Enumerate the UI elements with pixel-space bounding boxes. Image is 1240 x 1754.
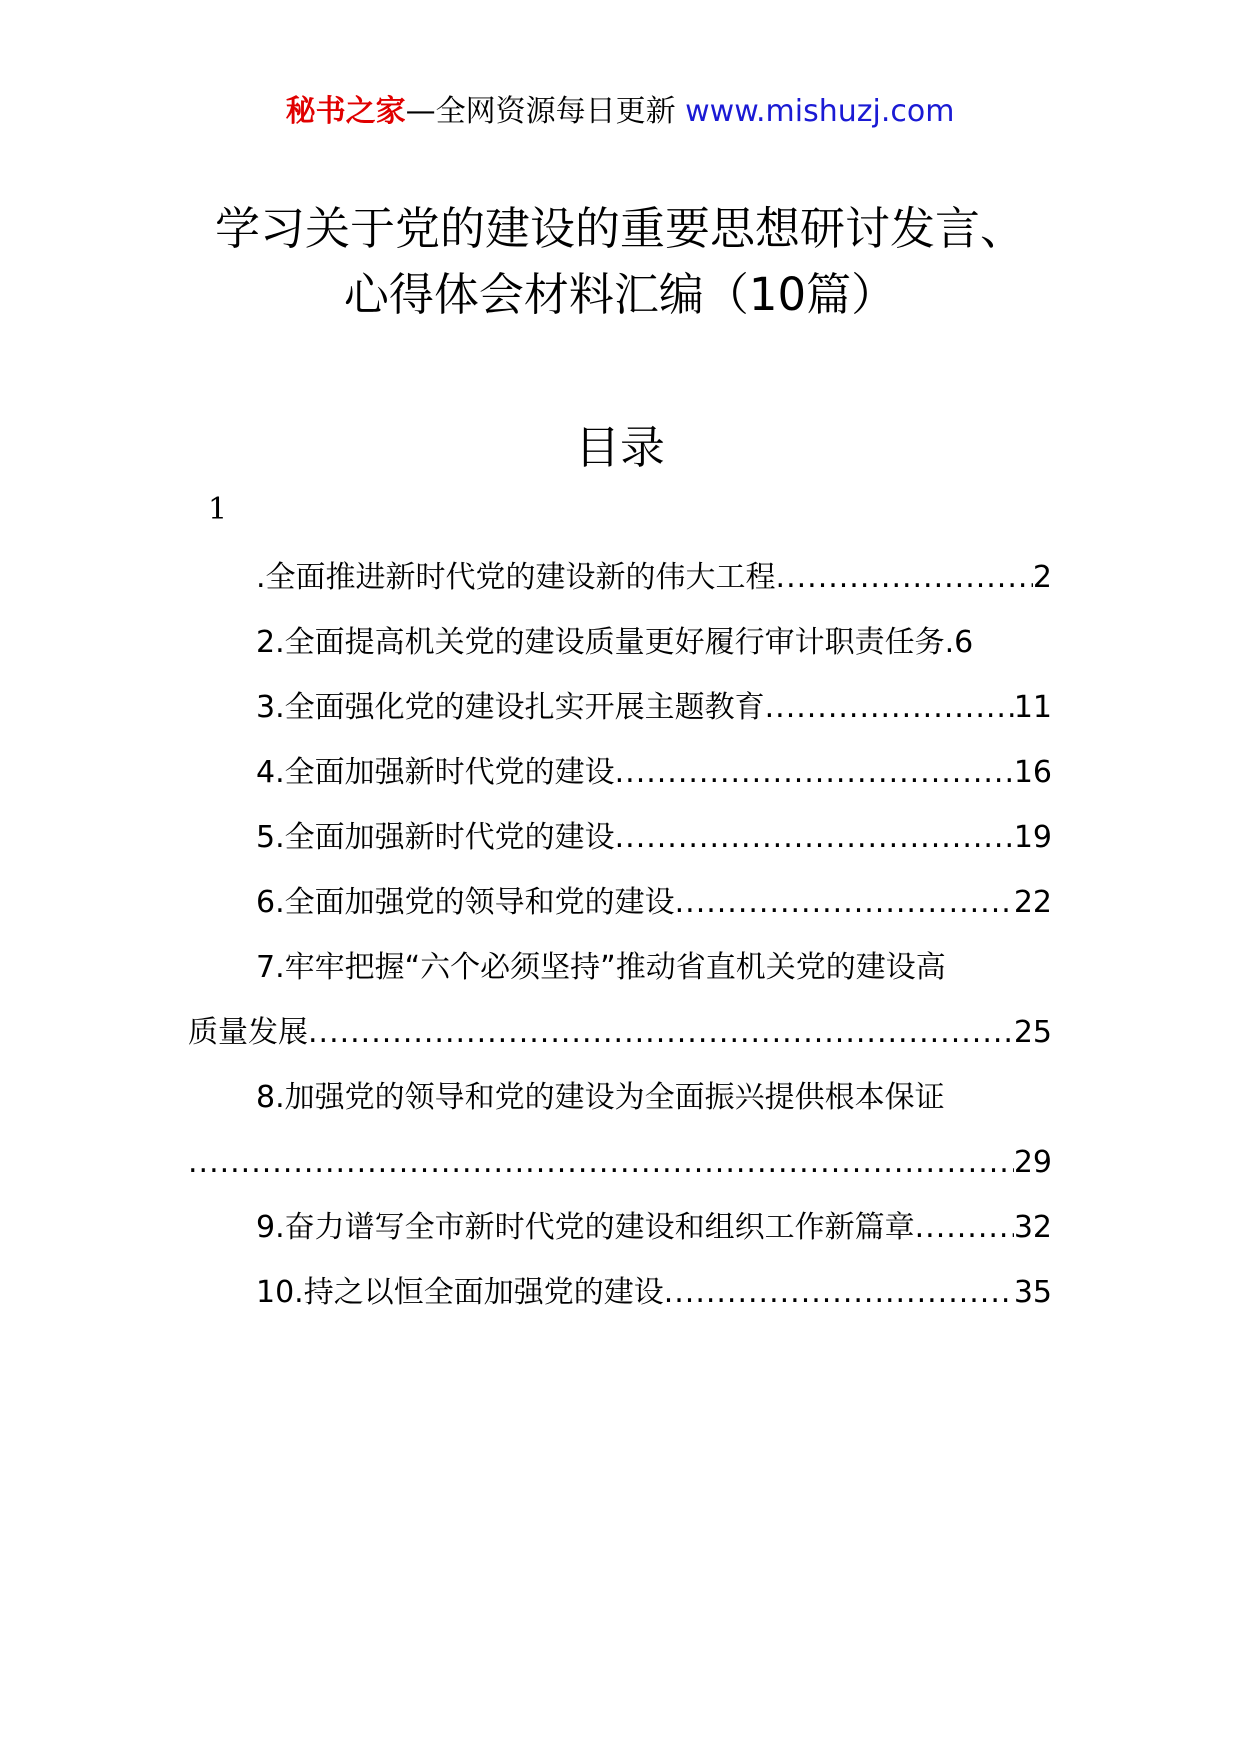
toc-entry-title: 7.牢牢把握“六个必须坚持”推动省直机关党的建设高 [256,950,946,985]
toc-entry-page: 22 [1013,885,1052,920]
toc-entry[interactable] [188,1078,1052,1208]
toc-heading: 目录 [574,421,665,474]
toc-entry-title: 9.奋力谱写全市新时代党的建设和组织工作新篇章 [256,1210,915,1245]
toc-entry[interactable] [188,688,1052,753]
toc-stray-number: 1 [208,492,228,527]
toc-entry-page: 32 [1013,1210,1052,1245]
toc-entry-page: 11 [1013,690,1052,725]
toc-entry-page: 2 [1032,560,1052,595]
brand-name: 秘书之家 [285,94,406,129]
toc-leader-dots [188,1143,1014,1183]
toc-entry-page: 16 [1013,755,1052,790]
toc-entry-page: .6 [944,625,974,660]
toc-entry-title: 10.持之以恒全面加强党的建设 [256,1275,664,1310]
toc-entry-page: 35 [1013,1275,1052,1310]
title-line-2: 心得体会材料汇编（10篇） [343,268,897,321]
table-of-contents [188,558,1052,1338]
toc-entry-title: 8.加强党的领导和党的建设为全面振兴提供根本保证 [256,1080,945,1115]
title-line-1: 学习关于党的建设的重要思想研讨发言、 [214,202,1025,255]
toc-leader-dots [664,1273,1014,1313]
toc-leader-dots [675,883,1014,923]
toc-entry[interactable] [188,623,1052,688]
toc-leader-dots [765,688,1014,728]
toc-leader-dots [615,818,1014,858]
toc-entry-title-continued: 质量发展 [188,1015,308,1050]
toc-entry-title: 4.全面加强新时代党的建设 [256,755,615,790]
site-banner [0,92,1240,132]
toc-leader-dots [776,558,1033,598]
document-title [0,196,1240,328]
toc-entry[interactable] [188,883,1052,948]
toc-leader-dots [915,1208,1014,1248]
toc-entry-title: 3.全面强化党的建设扎实开展主题教育 [256,690,765,725]
toc-entry-title: 2.全面提高机关党的建设质量更好履行审计职责任务 [256,625,945,660]
site-url-link[interactable]: www.mishuzj.com [685,94,955,129]
toc-entry[interactable] [188,1208,1052,1273]
toc-entry-title: .全面推进新时代党的建设新的伟大工程 [256,560,776,595]
toc-entry-page: 19 [1013,820,1052,855]
toc-entry-title: 6.全面加强党的领导和党的建设 [256,885,675,920]
toc-entry[interactable] [188,818,1052,883]
toc-entry[interactable] [188,948,1052,1078]
toc-entry[interactable] [188,558,1052,623]
toc-entry-page: 29 [1013,1145,1052,1180]
banner-slogan: —全网资源每日更新 [405,94,676,129]
toc-entry-page: 25 [1013,1015,1052,1050]
toc-leader-dots [615,753,1014,793]
toc-leader-dots [308,1013,1014,1053]
toc-entry[interactable] [188,1273,1052,1338]
toc-entry[interactable] [188,753,1052,818]
toc-entry-title: 5.全面加强新时代党的建设 [256,820,615,855]
